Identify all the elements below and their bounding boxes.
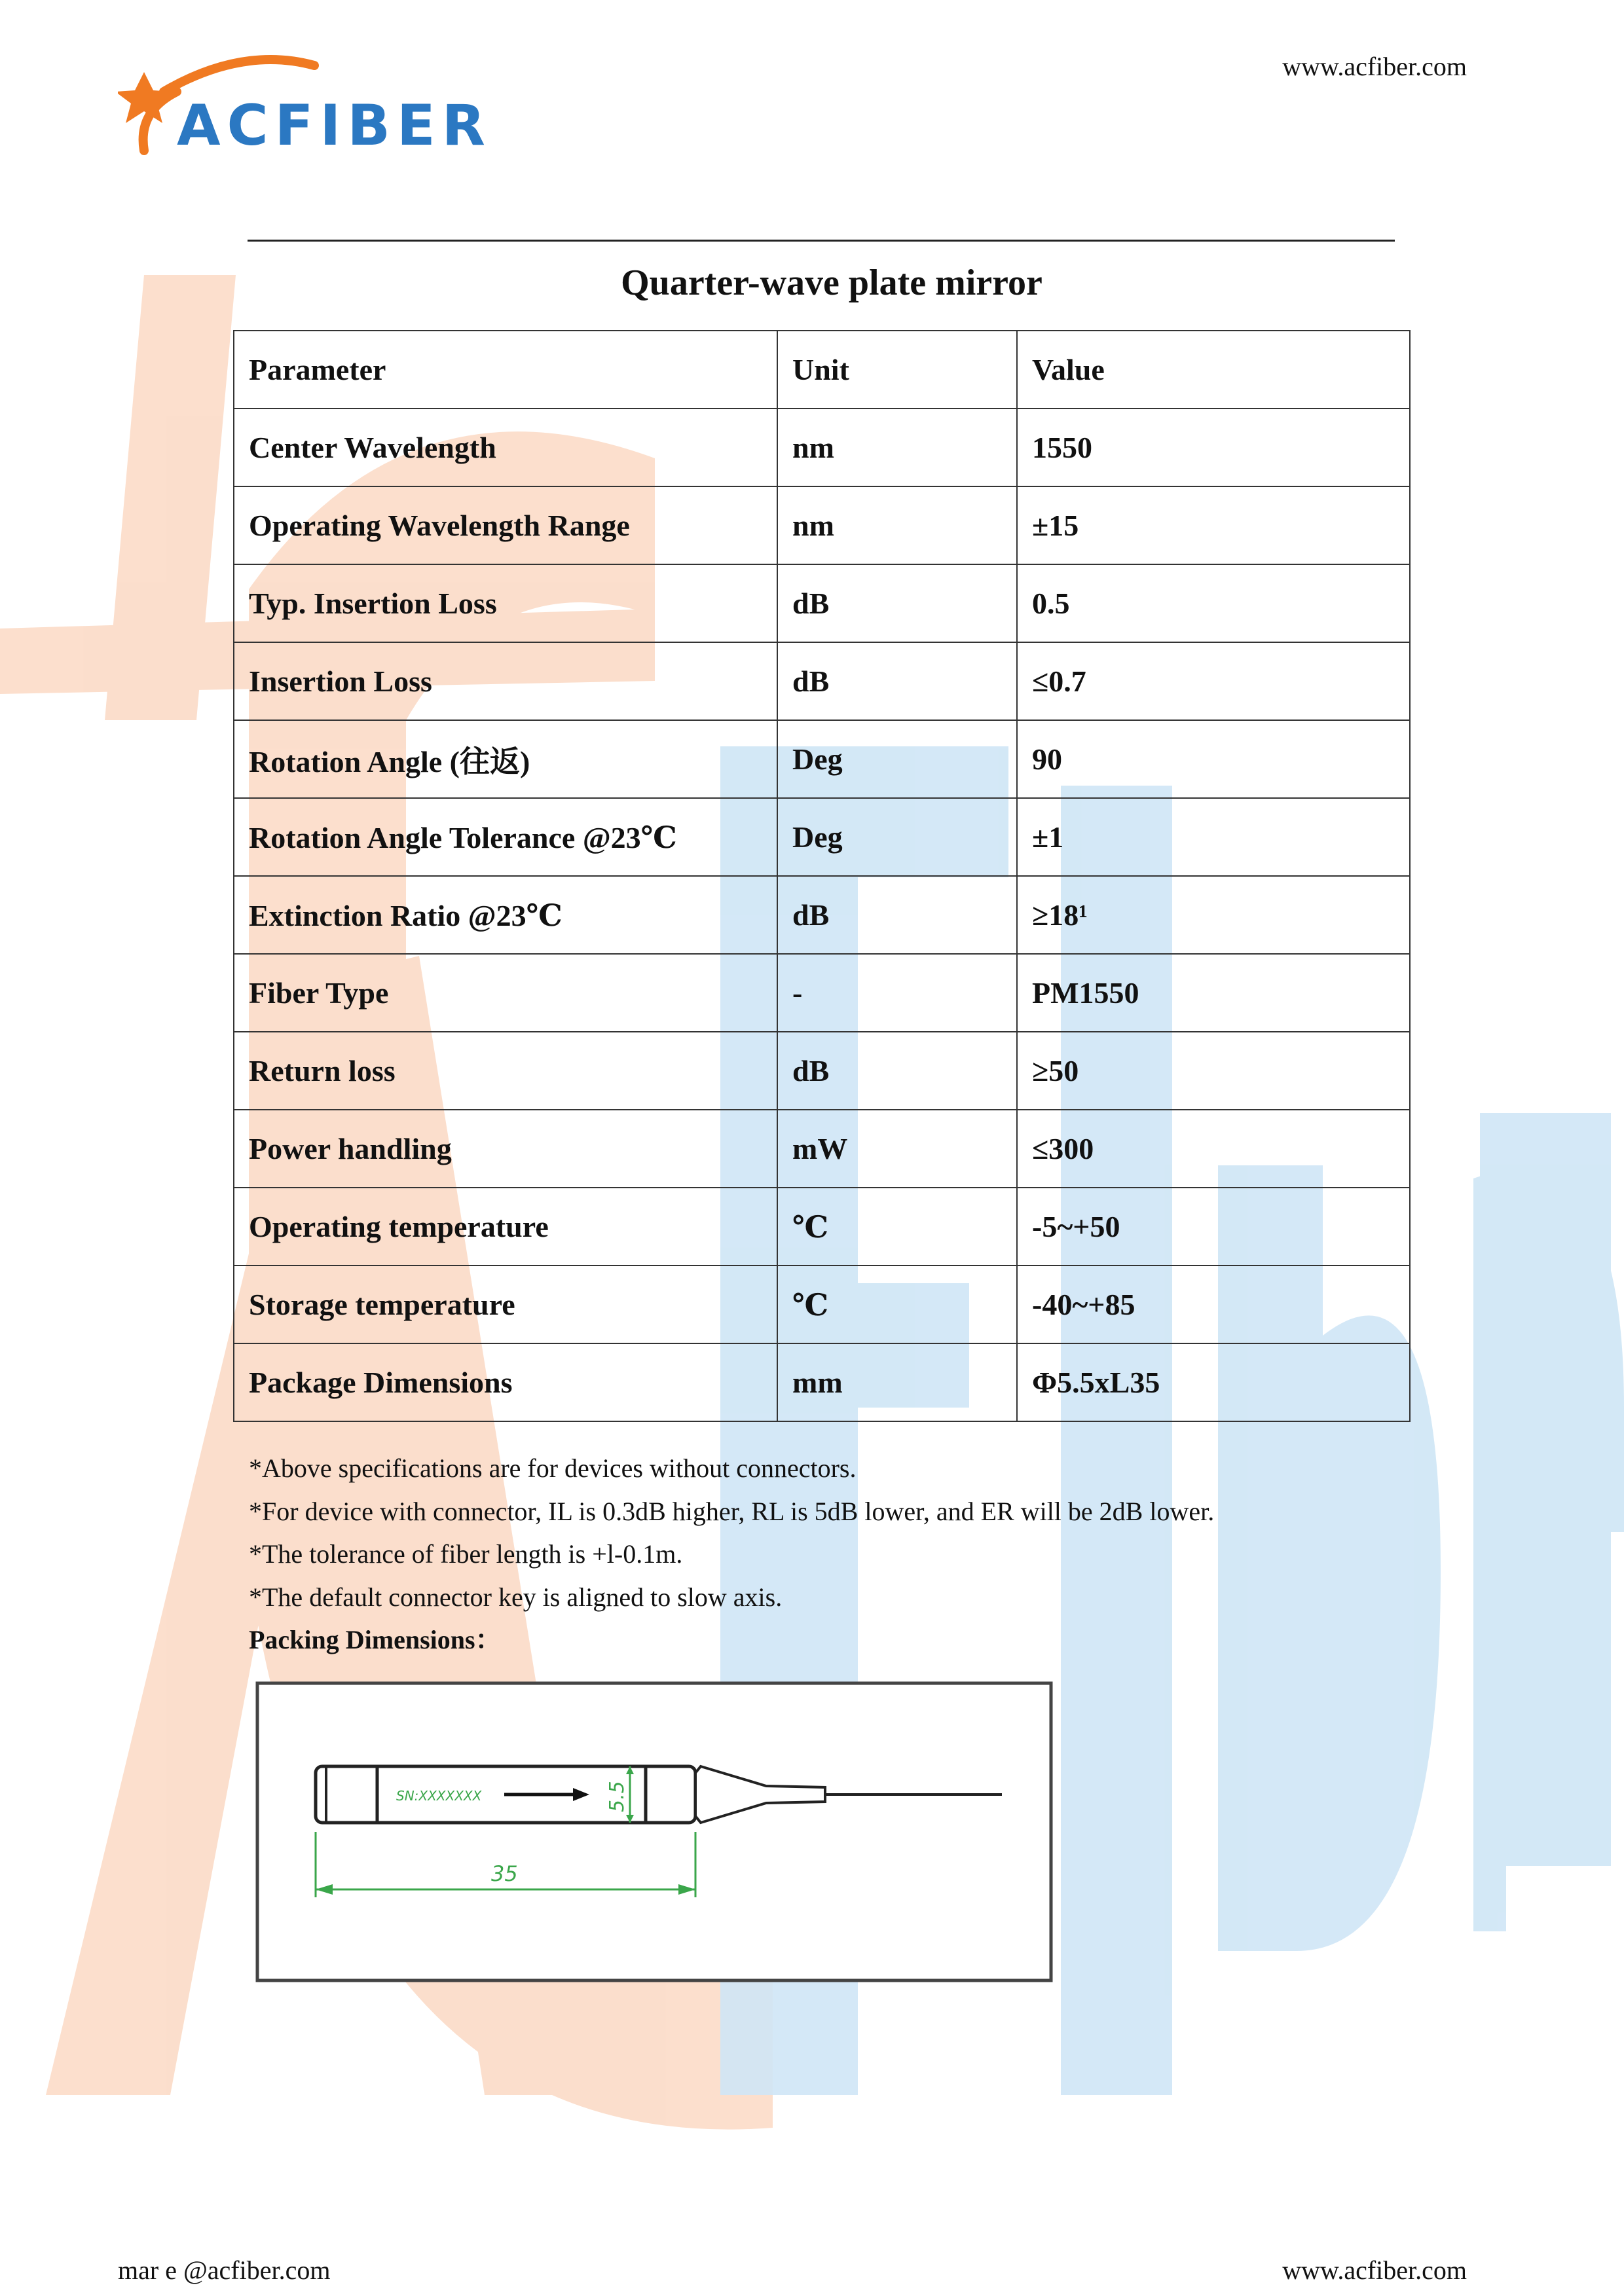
table-row	[234, 1188, 1410, 1266]
table-row	[234, 1110, 1410, 1188]
table-row	[234, 720, 1410, 798]
table-row	[234, 954, 1410, 1032]
unit-cell: nm	[777, 486, 1017, 564]
unit-cell: dB	[777, 642, 1017, 720]
header-unit: Unit	[777, 331, 1017, 409]
unit-cell: dB	[777, 876, 1017, 954]
param-cell: Power handling	[234, 1110, 777, 1188]
table-row	[234, 409, 1410, 486]
table-row	[234, 1266, 1410, 1343]
unit-cell: ℃	[777, 1266, 1017, 1343]
table-row	[234, 1032, 1410, 1110]
length-label: 35	[491, 1861, 518, 1886]
value-cell: -5~+50	[1017, 1188, 1410, 1266]
note-line: *The tolerance of fiber length is +l-0.1m.	[249, 1539, 683, 1569]
param-cell: Center Wavelength	[234, 409, 777, 486]
param-cell: Insertion Loss	[234, 642, 777, 720]
acfiber-logo	[118, 52, 492, 158]
table-row	[234, 798, 1410, 876]
value-cell: -40~+85	[1017, 1266, 1410, 1343]
header-parameter: Parameter	[234, 331, 777, 409]
unit-cell: -	[777, 954, 1017, 1032]
param-cell: Typ. Insertion Loss	[234, 564, 777, 642]
table-row	[234, 642, 1410, 720]
param-cell: Extinction Ratio @23℃	[234, 876, 777, 954]
unit-cell: Deg	[777, 798, 1017, 876]
param-cell: Package Dimensions	[234, 1343, 777, 1421]
document-title: Quarter-wave plate mirror	[621, 263, 1043, 303]
unit-cell: dB	[777, 1032, 1017, 1110]
spec-table	[233, 330, 1411, 1422]
packing-dimensions-label: Packing Dimensions：	[249, 1625, 502, 1654]
value-cell: 90	[1017, 720, 1410, 798]
header-divider	[248, 240, 1395, 242]
param-cell: Operating Wavelength Range	[234, 486, 777, 564]
table-row	[234, 1343, 1410, 1421]
param-cell: Storage temperature	[234, 1266, 777, 1343]
param-cell: Operating temperature	[234, 1188, 777, 1266]
param-cell: Rotation Angle (往返)	[234, 720, 777, 798]
spec-notes	[249, 1447, 1214, 1662]
packing-dimension-drawing	[255, 1681, 1054, 1982]
value-cell: ≤300	[1017, 1110, 1410, 1188]
header-website[interactable]: www.acfiber.com	[1282, 52, 1467, 81]
value-cell: ≥18¹	[1017, 876, 1410, 954]
unit-cell: mm	[777, 1343, 1017, 1421]
value-cell: Φ5.5xL35	[1017, 1343, 1410, 1421]
param-cell: Fiber Type	[234, 954, 777, 1032]
unit-cell: nm	[777, 409, 1017, 486]
unit-cell: Deg	[777, 720, 1017, 798]
unit-cell: mW	[777, 1110, 1017, 1188]
diameter-label: 5.5	[606, 1781, 629, 1812]
value-cell: PM1550	[1017, 954, 1410, 1032]
note-line: *The default connector key is aligned to slow axis.	[249, 1582, 783, 1612]
table-row	[234, 486, 1410, 564]
table-row	[234, 876, 1410, 954]
note-line: *Above specifications are for devices without connectors.	[249, 1453, 857, 1483]
value-cell: ≤0.7	[1017, 642, 1410, 720]
value-cell: ±1	[1017, 798, 1410, 876]
value-cell: 0.5	[1017, 564, 1410, 642]
unit-cell: ℃	[777, 1188, 1017, 1266]
value-cell: ±15	[1017, 486, 1410, 564]
table-header-row	[234, 331, 1410, 409]
serial-label: SN:XXXXXXX	[396, 1788, 482, 1804]
table-row	[234, 564, 1410, 642]
param-cell: Return loss	[234, 1032, 777, 1110]
logo-text: ACFIBER	[177, 93, 492, 158]
note-line: *For device with connector, IL is 0.3dB higher, RL is 5dB lower, and ER will be 2dB lower.	[249, 1496, 1215, 1526]
value-cell: ≥50	[1017, 1032, 1410, 1110]
param-cell: Rotation Angle Tolerance @23℃	[234, 798, 777, 876]
footer-email[interactable]: mar e @acfiber.com	[118, 2255, 331, 2285]
unit-cell: dB	[777, 564, 1017, 642]
footer-website[interactable]: www.acfiber.com	[1282, 2255, 1467, 2285]
header-value: Value	[1017, 331, 1410, 409]
value-cell: 1550	[1017, 409, 1410, 486]
